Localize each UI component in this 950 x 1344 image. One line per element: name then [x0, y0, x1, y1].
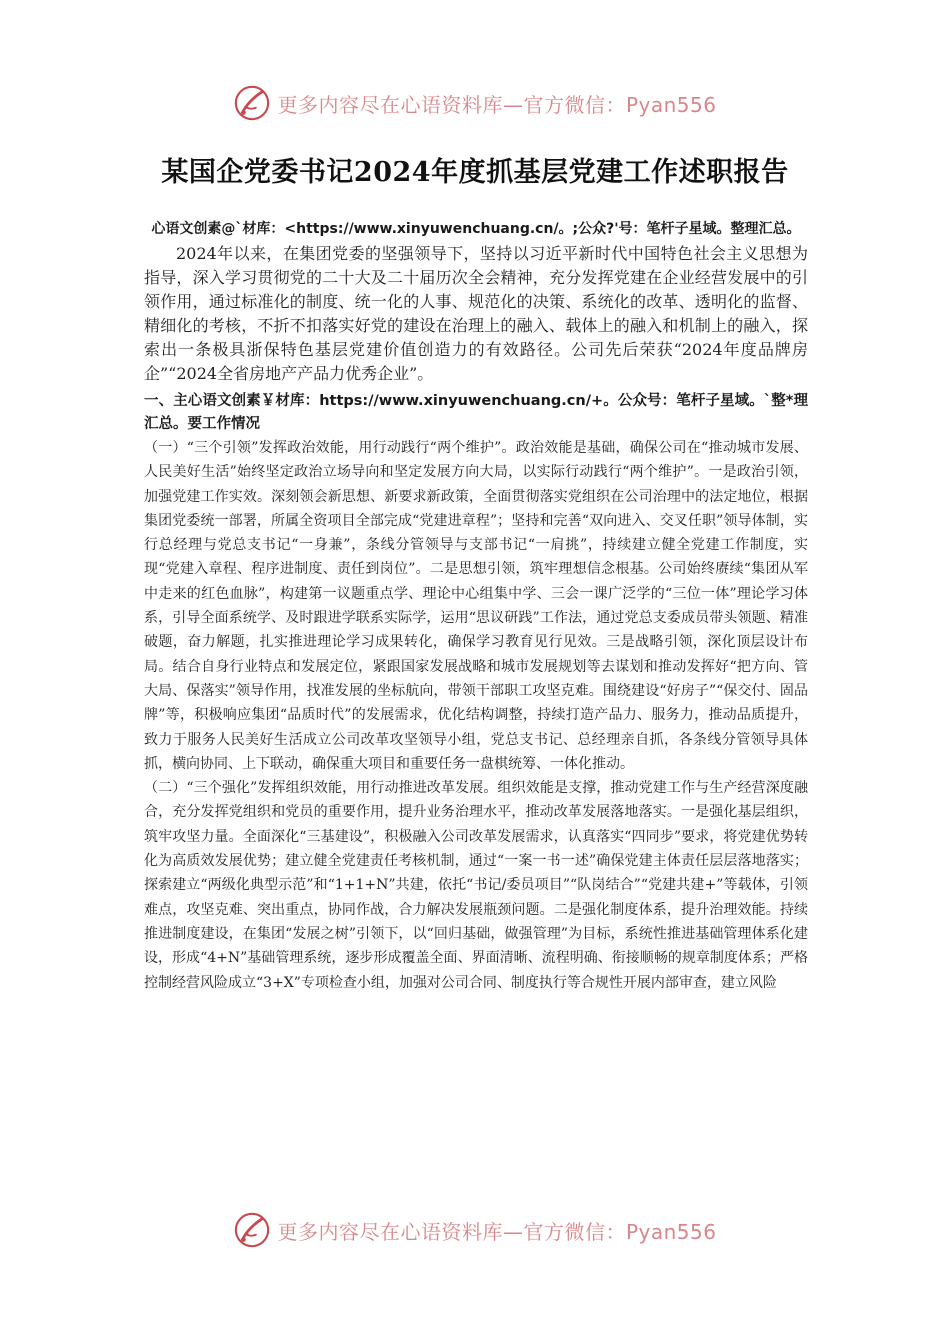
footer-watermark-banner: [0, 1207, 950, 1253]
body-paragraph: （一）“三个引领”发挥政治效能，用行动践行“两个维护”。政治效能是基础，确保公司在“推动城市发展、人民美好生活”始终坚定政治立场导向和坚定发展方向大局，以实际行动践行“两个维护”。一是政治引领，加强党建工作实效。深刻领会新思想、新要求新政策，全面贯彻落实党组织在公司治理中的法定地位，根据集团党委统一部署，所属全资项目全部完成“党建进章程”；坚持和完善“双向进入、交叉任职”领导体制，实行总经理与党总支书记“一身兼”，条线分管领导与支部书记“一肩挑”，持续建立健全党建工作制度，实现“党建入章程、程序进制度、责任到岗位”。二是思想引领，筑牢理想信念根基。公司始终赓续“集团从军中走来的红色血脉”，构建第一议题重点学、理论中心组集中学、三会一课广泛学的“三位一体”理论学习体系，引导全面系统学、及时跟进学联系实际学，运用“思议研践”工作法，通过党总支委成员带头领题、精准破题，奋力解题，扎实推进理论学习成果转化，确保学习教育见行见效。三是战略引领，深化顶层设计布局。结合自身行业特点和发展定位，紧跟国家发展战略和城市发展规划等去谋划和推动发挥好“把方向、管大局、保落实”领导作用，找准发展的坐标航向，带领干部职工攻坚克难。围绕建设“好房子”“保交付、固品牌”等，积极响应集团“品质时代”的发展需求，优化结构调整，持续打造产品力、服务力，推动品质提升，致力于服务人民美好生活成立公司改革攻坚领导小组，党总支书记、总经理亲自抓，各条线分管领导具体抓，横向协同、上下联动，确保重大项目和重要任务一盘棋统筹、一体化推动。: [144, 440, 808, 772]
watermark-text: 更多内容尽在心语资料库—官方微信：Pyan556: [277, 92, 717, 117]
watermark-text: 更多内容尽在心语资料库—官方微信：Pyan556: [277, 1219, 717, 1244]
body-paragraph: （二）“三个强化”发挥组织效能，用行动推进改革发展。组织效能是支撑，推动党建工作与生产经营深度融合，充分发挥党组织和党员的重要作用，提升业务治理水平，推动改革发展落地落实。一是强化基层组织，筑牢攻坚力量。全面深化“三基建设”，积极融入公司改革发展需求，认真落实“四同步”要求，将党建优势转化为高质效发展优势；建立健全党建责任考核机制，通过“一案一书一述”确保党建主体责任层层落地落实；探索建立“两级化典型示范”和“1+1+N”共建，依托“书记/委员项目”“队岗结合”“党建共建+”等载体，引领难点，攻坚克难、突出重点，协同作战，合力解决发展瓶颈问题。二是强化制度体系，提升治理效能。持续推进制度建设，在集团“发展之树”引领下，以“回归基础，做强管理”为目标，系统性推进基础管理体系化建设，形成“4+N”基础管理系统，逐步形成覆盖全面、界面清晰、流程明确、衔接顺畅的规章制度体系；严格控制经营风险成立“3+X”专项检查小组，加强对公司合同、制度执行等合规性开展内部审查，建立风险: [144, 780, 808, 991]
intro-paragraph: 2024年以来，在集团党委的坚强领导下，坚持以习近平新时代中国特色社会主义思想为指导，深入学习贯彻党的二十大及二十届历次全会精神，充分发挥党建在企业经营发展中的引领作用，通过标准化的制度、统一化的人事、规范化的决策、系统化的改革、透明化的监督、精细化的考核，不折不扣落实好党的建设在治理上的融入、载体上的融入和机制上的融入，探索出一条极具浙保特色基层党建价值创造力的有效路径。公司先后荣获“2024年度品牌房企”“2024全省房地产产品力优秀企业”。: [144, 244, 808, 383]
section-heading: 一、主心语文创素￥材库：https://www.xinyuwenchuang.cn/+。公众号：笔杆子星域。`整*理汇总。要工作情况: [144, 393, 808, 432]
brush-logo-icon: [233, 84, 271, 122]
header-watermark-banner: [0, 80, 950, 126]
source-note: 心语文创素@`材库：<https://www.xinyuwenchuang.cn/。;公众?'号：笔杆子星域。整理汇总。: [151, 221, 801, 237]
document-body: [144, 218, 808, 995]
brush-logo-icon: [233, 1211, 271, 1249]
document-title: 某国企党委书记2024年度抓基层党建工作述职报告: [161, 157, 789, 188]
